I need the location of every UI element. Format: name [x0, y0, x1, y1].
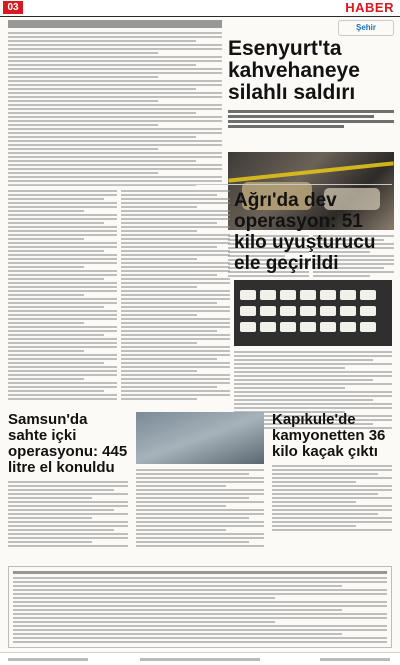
publication-logo: Şehir [338, 20, 394, 36]
story-headline: Samsun'da sahte içki operasyonu: 445 litre el konuldu [8, 411, 128, 476]
story-kapikule [272, 412, 392, 533]
side-stories [8, 412, 392, 562]
story-body [136, 469, 264, 547]
notice-heading [8, 20, 222, 28]
story-body [8, 190, 230, 402]
story-headline: Ağrı'da dev operasyon: 51 kilo uyuşturucu ele geçirildi [234, 190, 376, 274]
story-headline: Esenyurt'ta kahvehaneye silahlı saldırı [228, 37, 360, 104]
story-extra [136, 412, 264, 549]
page-number: 03 [3, 1, 23, 14]
story-photo [234, 280, 392, 346]
section-title: HABER [345, 0, 394, 15]
story-deck [228, 110, 394, 146]
story-samsun [8, 412, 128, 549]
story-body [8, 481, 128, 547]
announcement-frame [8, 566, 392, 648]
story-photo [136, 412, 264, 464]
masthead [0, 0, 400, 17]
story-headline: Kapıkule'de kamyonetten 36 kilo kaçak çıktı [272, 411, 386, 460]
legal-announcement [8, 566, 392, 648]
legal-notice-block [8, 20, 222, 180]
section-divider [8, 184, 392, 185]
page-footer [0, 652, 400, 665]
story-body [272, 465, 392, 531]
